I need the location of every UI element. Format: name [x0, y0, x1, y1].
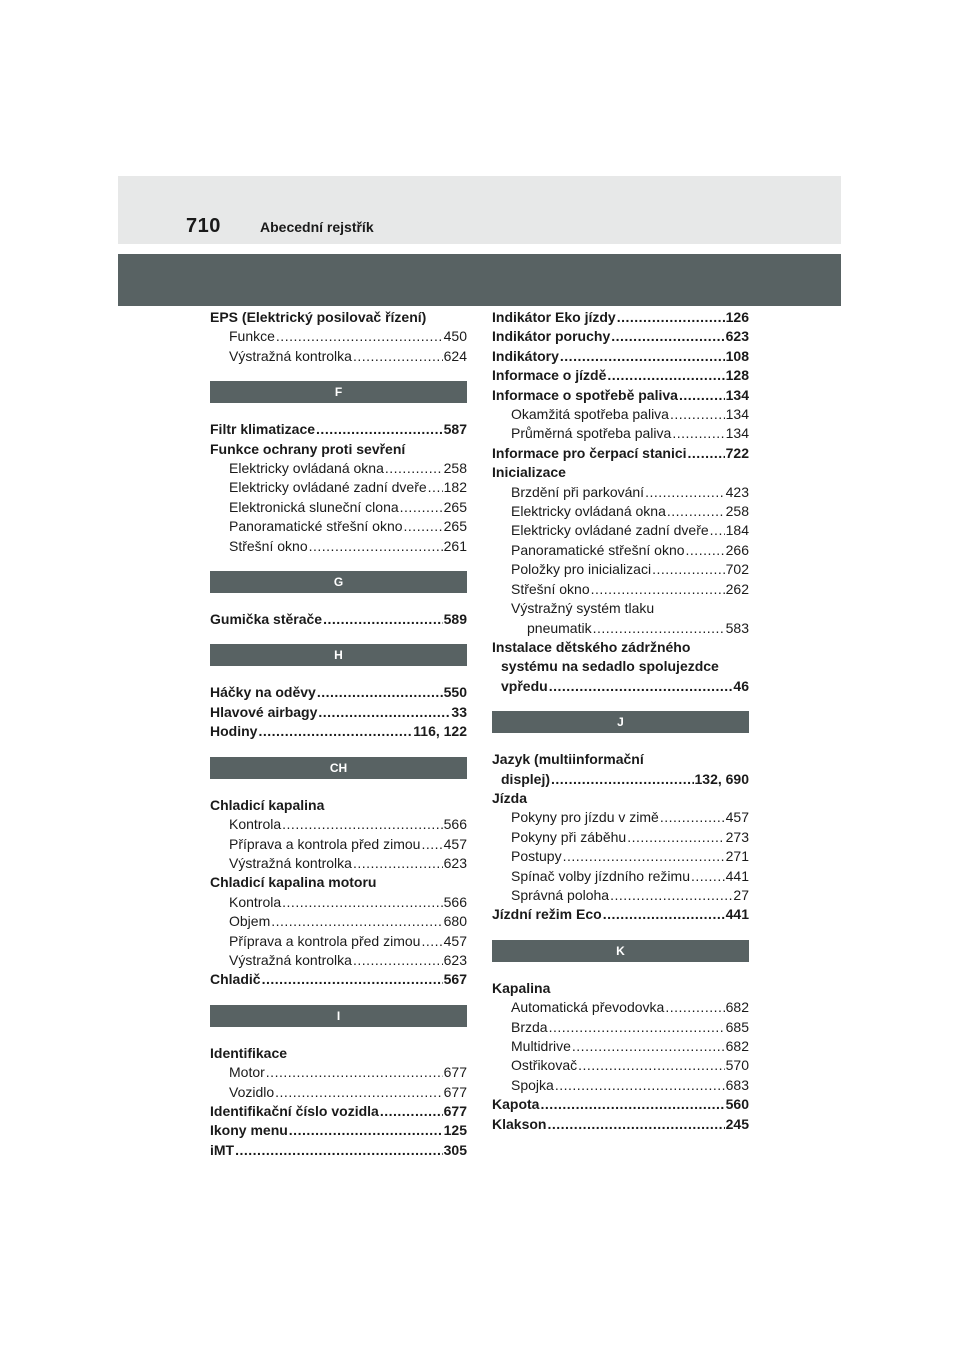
index-entry [492, 867, 749, 886]
index-entry-page: 570 [725, 1057, 749, 1074]
index-entry [492, 327, 749, 346]
index-entry [492, 828, 749, 847]
index-entry-label: Motor [229, 1064, 265, 1081]
index-entry [492, 463, 749, 482]
index-entry [210, 1044, 467, 1063]
index-entry-page: 265 [443, 498, 467, 515]
dot-leader [667, 502, 725, 521]
section-letter: K [492, 940, 749, 962]
dot-leader [672, 424, 724, 443]
index-entry [210, 1121, 467, 1140]
index-entry-label: systému na sedadlo spolujezdce [501, 658, 719, 675]
dot-leader [421, 932, 442, 951]
index-entry [210, 459, 467, 478]
index-entry-page: 182 [443, 479, 467, 496]
index-entry-page: 566 [443, 816, 467, 833]
index-entry-page: 680 [443, 913, 467, 930]
index-entry-label: Výstražná kontrolka [229, 347, 352, 364]
index-entry-page: 683 [725, 1076, 749, 1093]
index-entry [210, 1063, 467, 1082]
index-entry-page: 457 [725, 809, 749, 826]
index-entry-label: iMT [210, 1141, 235, 1158]
index-entry [210, 498, 467, 517]
index-entry-label: Automatická převodovka [511, 999, 665, 1016]
index-entry-label: Identifikace [210, 1044, 288, 1061]
index-entry [492, 886, 749, 905]
dot-leader [235, 1141, 443, 1160]
index-entry-page: 126 [725, 309, 749, 325]
index-entry-page: 583 [725, 619, 749, 636]
index-entry-label: Jízda [492, 789, 528, 806]
index-entry [492, 483, 749, 502]
index-entry-label: Klakson [492, 1115, 547, 1132]
index-entry-label: Indikátor Eko jízdy [492, 309, 616, 325]
index-entry-page: 265 [443, 518, 467, 535]
dot-leader [317, 683, 443, 702]
index-entry [492, 308, 749, 327]
index-entry-page: 46 [733, 677, 749, 694]
index-entry [492, 750, 749, 769]
dot-leader [385, 459, 443, 478]
index-entry-label: Jízdní režim Eco [492, 906, 602, 923]
page-number: 710 [186, 215, 221, 237]
index-entry [210, 478, 467, 497]
index-entry [492, 1076, 749, 1095]
index-entry [210, 703, 467, 722]
index-entry-label: Elektricky ovládané zadní dveře [511, 522, 709, 539]
index-entry [492, 444, 749, 463]
index-entry-label: Gumička stěrače [210, 611, 323, 628]
index-entry-page: 33 [451, 703, 467, 720]
index-entry-label: Ostřikovač [511, 1057, 578, 1074]
section-letter: J [492, 711, 749, 733]
index-entry [210, 308, 467, 327]
index-entry [492, 560, 749, 579]
index-entry-page: 128 [725, 367, 749, 384]
index-entry-page: 702 [725, 561, 749, 578]
dot-leader [549, 677, 733, 696]
dot-leader [353, 951, 443, 970]
index-entry [492, 599, 749, 618]
dot-leader [275, 1083, 442, 1102]
index-entry [492, 347, 749, 366]
index-entry-label: Jazyk (multiinformační [492, 751, 644, 768]
index-entry-page: 134 [725, 386, 749, 403]
index-entry-page: 116, 122 [413, 723, 467, 740]
index-entry-page: 623 [443, 951, 467, 968]
index-entry-label: Funkce ochrany proti sevření [210, 440, 406, 457]
index-entry [210, 722, 467, 741]
index-entry-label: Chladicí kapalina [210, 796, 325, 813]
dot-leader [688, 444, 725, 463]
dot-leader [710, 521, 725, 540]
index-entry-page: 245 [725, 1115, 749, 1132]
index-entry [210, 420, 467, 439]
index-column-right [492, 308, 749, 1134]
index-entry-page: 134 [725, 406, 749, 423]
dot-leader [563, 847, 725, 866]
index-entry [492, 366, 749, 385]
dot-leader [380, 1102, 443, 1121]
index-entry [210, 537, 467, 556]
index-entry-label: Výstražná kontrolka [229, 951, 352, 968]
index-entry-label: Inicializace [492, 464, 566, 481]
dot-leader [603, 905, 725, 924]
index-entry-page: 261 [443, 537, 467, 554]
dot-leader [627, 828, 724, 847]
dot-leader [547, 1115, 724, 1134]
index-entry-page: 134 [725, 425, 749, 442]
index-entry [210, 1102, 467, 1121]
index-entry-label: Výstražný systém tlaku [511, 600, 655, 617]
dot-leader [400, 498, 443, 517]
dot-leader [679, 386, 725, 405]
index-column-left [210, 308, 467, 1160]
section-letter: F [210, 381, 467, 403]
index-entry-label: Brzdění při parkování [511, 483, 645, 500]
index-entry [210, 951, 467, 970]
index-entry-page: 685 [725, 1018, 749, 1035]
index-entry-label: Chladič [210, 971, 261, 988]
index-entry-label: Průměrná spotřeba paliva [511, 425, 672, 442]
index-entry-label: Kapota [492, 1096, 540, 1113]
index-entry-label: Informace pro čerpací stanici [492, 444, 687, 461]
dot-leader [670, 405, 725, 424]
index-entry-label: Hodiny [210, 723, 258, 740]
index-entry-label: Spínač volby jízdního režimu [511, 867, 690, 884]
index-entry [492, 386, 749, 405]
index-entry-page: 423 [725, 483, 749, 500]
index-entry-page: 677 [443, 1083, 467, 1100]
dot-leader [665, 998, 724, 1017]
index-entry-label: Pokyny pro jízdu v zimě [511, 809, 659, 826]
index-entry-page: 623 [725, 328, 749, 345]
dot-leader [540, 1095, 724, 1114]
index-entry [492, 1056, 749, 1075]
index-entry-label: Kontrola [229, 816, 282, 833]
index-entry [210, 815, 467, 834]
index-entry-page: 457 [443, 835, 467, 852]
dot-leader [560, 347, 725, 366]
section-letter: H [210, 644, 467, 666]
index-entry [210, 610, 467, 629]
header-bar [118, 176, 841, 244]
index-entry-label: Elektronická sluneční clona [229, 498, 399, 515]
dot-leader [610, 886, 732, 905]
index-entry [492, 998, 749, 1017]
index-entry-page: 266 [725, 541, 749, 558]
index-entry-page: 567 [443, 971, 467, 988]
page-title: Abecední rejstřík [260, 219, 374, 235]
index-entry-label: Informace o jízdě [492, 367, 607, 384]
index-entry-label: Indikátory [492, 347, 559, 364]
index-entry [492, 789, 749, 808]
index-entry-page: 457 [443, 932, 467, 949]
index-entry-page: 27 [733, 886, 749, 903]
dot-leader [428, 478, 443, 497]
dot-leader [353, 347, 443, 366]
dot-leader [323, 610, 443, 629]
index-entry [210, 517, 467, 536]
index-entry-page: 722 [725, 444, 749, 461]
index-entry-label: Výstražná kontrolka [229, 854, 352, 871]
index-entry-page: 258 [443, 460, 467, 477]
index-entry [492, 541, 749, 560]
dot-leader [276, 327, 443, 346]
dot-leader [271, 912, 442, 931]
index-entry-page: 441 [725, 906, 749, 923]
dot-leader [578, 1056, 725, 1075]
index-entry-page: 273 [725, 828, 749, 845]
index-entry-page: 566 [443, 893, 467, 910]
dot-leader [551, 770, 693, 789]
index-entry-page: 271 [725, 848, 749, 865]
dot-leader [572, 1037, 725, 1056]
dot-leader [645, 483, 725, 502]
index-entry-label: pneumatik [527, 619, 592, 636]
index-entry [210, 440, 467, 459]
index-entry-page: 262 [725, 580, 749, 597]
index-entry [492, 677, 749, 696]
index-entry [492, 979, 749, 998]
index-entry-label: Střešní okno [511, 580, 590, 597]
index-entry-label: Elektricky ovládané zadní dveře [229, 479, 427, 496]
index-entry-page: 677 [443, 1064, 467, 1081]
index-entry [492, 619, 749, 638]
index-entry-label: Elektricky ovládaná okna [229, 460, 384, 477]
index-entry-label: Indikátor poruchy [492, 328, 611, 345]
index-entry-label: Příprava a kontrola před zimou [229, 932, 421, 949]
index-entry-label: Ikony menu [210, 1122, 288, 1139]
dot-leader [593, 619, 725, 638]
index-entry [210, 970, 467, 989]
dot-leader [318, 703, 450, 722]
index-entry [210, 1141, 467, 1160]
index-entry [492, 808, 749, 827]
index-entry [492, 405, 749, 424]
index-entry [210, 347, 467, 366]
index-entry [210, 327, 467, 346]
index-entry-label: Správná poloha [511, 886, 610, 903]
section-letter: I [210, 1005, 467, 1027]
section-letter: G [210, 571, 467, 593]
index-entry-page: 589 [443, 611, 467, 628]
index-entry-label: Informace o spotřebě paliva [492, 386, 678, 403]
index-entry [492, 502, 749, 521]
index-entry [492, 580, 749, 599]
index-entry-page: 550 [443, 684, 467, 701]
index-entry-page: 682 [725, 1038, 749, 1054]
index-entry-label: Vozidlo [229, 1083, 275, 1100]
dot-leader [316, 420, 443, 439]
dot-leader [660, 808, 725, 827]
dot-leader [282, 815, 442, 834]
index-entry-page: 623 [443, 854, 467, 871]
index-entry-label: Filtr klimatizace [210, 421, 316, 438]
index-entry [492, 424, 749, 443]
index-entry-page: 560 [725, 1096, 749, 1113]
index-entry-page: 441 [725, 867, 749, 884]
index-entry [210, 854, 467, 873]
dot-leader [617, 308, 725, 327]
index-entry-page: 587 [443, 421, 467, 438]
index-entry [492, 657, 749, 676]
index-entry [210, 1083, 467, 1102]
index-entry-page: 184 [725, 522, 749, 539]
index-entry-label: Elektricky ovládaná okna [511, 503, 666, 520]
dot-leader [549, 1018, 725, 1037]
index-entry-label: Pokyny při záběhu [511, 828, 627, 845]
index-entry [492, 847, 749, 866]
index-entry-label: Panoramatické střešní okno [511, 541, 685, 558]
index-entry-label: Postupy [511, 848, 562, 865]
index-entry-label: Chladicí kapalina motoru [210, 874, 377, 891]
index-entry-label: Funkce [229, 328, 275, 345]
index-entry-page: 108 [725, 347, 749, 364]
index-entry-label: displej) [501, 770, 551, 787]
dot-leader [691, 867, 725, 886]
dot-leader [611, 327, 724, 346]
index-entry [492, 638, 749, 657]
dot-leader [262, 970, 443, 989]
index-entry-page: 624 [443, 347, 467, 364]
index-entry-label: Panoramatické střešní okno [229, 518, 403, 535]
dot-leader [282, 893, 442, 912]
index-entry-label: Objem [229, 913, 271, 930]
index-entry [492, 905, 749, 924]
index-entry-label: Hlavové airbagy [210, 703, 318, 720]
index-entry-label: Kapalina [492, 979, 551, 996]
dot-leader [607, 366, 724, 385]
index-entry-label: Příprava a kontrola před zimou [229, 835, 421, 852]
index-entry [210, 893, 467, 912]
index-entry-page: 450 [443, 328, 467, 345]
header-band [118, 254, 841, 306]
index-entry-label: Spojka [511, 1076, 554, 1093]
index-entry [492, 1018, 749, 1037]
index-entry-label: Okamžitá spotřeba paliva [511, 406, 669, 423]
index-entry-label: EPS (Elektrický posilovač řízení) [210, 309, 427, 325]
dot-leader [266, 1063, 443, 1082]
index-entry-page: 125 [443, 1122, 467, 1139]
index-entry-label: Multidrive [511, 1038, 571, 1054]
dot-leader [686, 541, 725, 560]
index-entry-label: Položky pro inicializaci [511, 561, 652, 578]
dot-leader [421, 835, 442, 854]
index-entry [492, 1115, 749, 1134]
index-entry-label: Instalace dětského zádržného [492, 638, 691, 655]
index-entry-label: Identifikační číslo vozidla [210, 1102, 379, 1119]
index-entry-page: 682 [725, 999, 749, 1016]
dot-leader [652, 560, 725, 579]
dot-leader [555, 1076, 725, 1095]
index-entry-page: 677 [443, 1102, 467, 1119]
dot-leader [289, 1121, 443, 1140]
index-entry-label: Střešní okno [229, 537, 308, 554]
index-entry-label: Háčky na oděvy [210, 684, 316, 701]
index-entry-label: vpředu [501, 677, 548, 694]
dot-leader [258, 722, 412, 741]
index-entry [210, 932, 467, 951]
index-entry [210, 683, 467, 702]
index-entry [210, 796, 467, 815]
index-entry-page: 305 [443, 1141, 467, 1158]
index-entry [210, 873, 467, 892]
index-entry [210, 835, 467, 854]
index-entry [492, 770, 749, 789]
dot-leader [309, 537, 443, 556]
index-entry-page: 258 [725, 503, 749, 520]
dot-leader [591, 580, 725, 599]
index-entry [492, 1037, 749, 1056]
index-entry [492, 521, 749, 540]
index-entry-label: Kontrola [229, 893, 282, 910]
index-entry-label: Brzda [511, 1018, 548, 1035]
dot-leader [404, 517, 443, 536]
index-entry [210, 912, 467, 931]
index-entry [492, 1095, 749, 1114]
dot-leader [353, 854, 443, 873]
section-letter: CH [210, 757, 467, 779]
index-entry-page: 132, 690 [694, 770, 749, 787]
